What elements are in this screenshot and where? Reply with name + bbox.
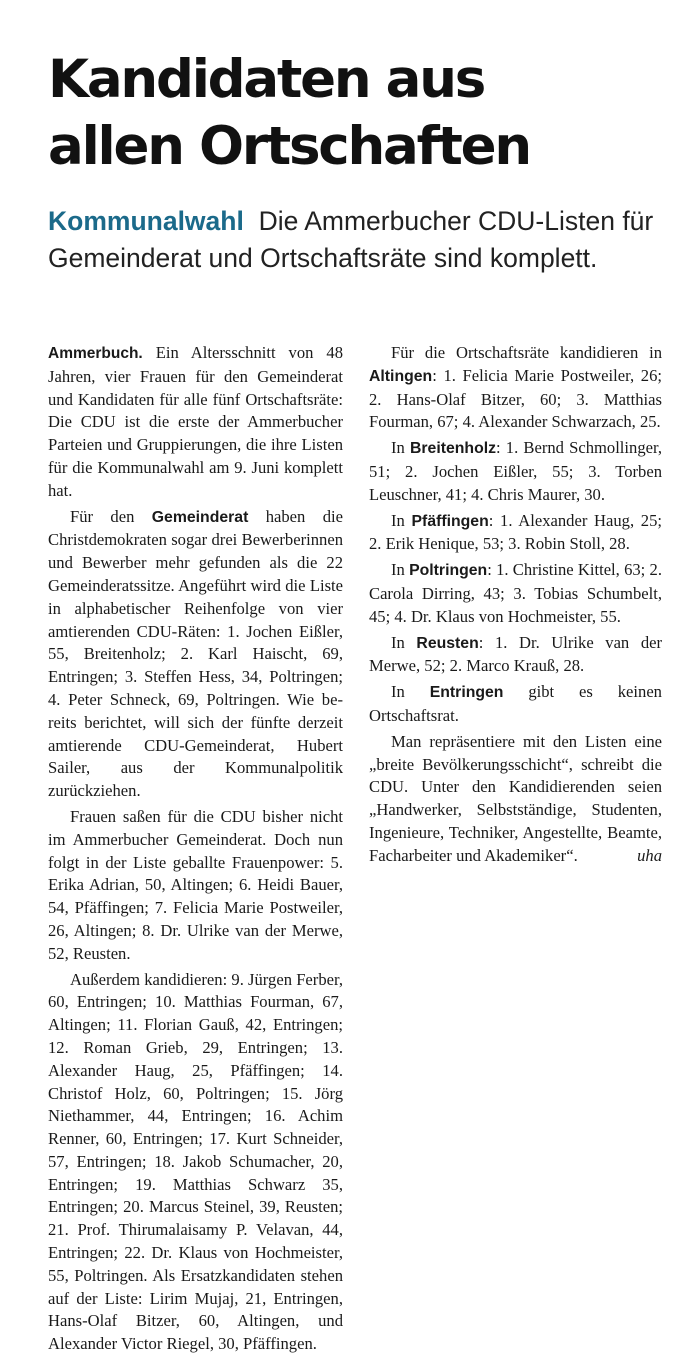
article-paragraph-11 <box>369 731 662 868</box>
keyword-breitenholz: Breitenholz <box>410 440 497 458</box>
article-column-left <box>48 342 343 1359</box>
article-paragraph-2 <box>48 506 343 803</box>
paragraph-8-text-b: : 1. Christine Kittel, 63; 2. Carola Dirring, 43; 3. Tobias Schumbelt, 45; 4. Dr. Klaus von Hochmeister, 55. <box>369 560 662 626</box>
article-paragraph-1 <box>48 342 343 503</box>
paragraph-1-text: Ein Altersschnitt von 48 Jahren, vier Frauen für den Gemeinderat und Kandidaten für alle fünf Ortschaftsräte: Die CDU ist die erste der Ammerbucher Parteien und Gruppierungen, die ihre Listen für die Kommunalwahl am 9. Juni komplett hat. <box>48 343 344 500</box>
author-initials: uha <box>637 845 662 865</box>
paragraph-2-text-a: Für den <box>70 506 135 526</box>
article-paragraph-9 <box>369 632 662 679</box>
article-paragraph-10 <box>369 681 662 728</box>
teaser-kicker: Kommunalwahl <box>48 206 244 236</box>
article-column-right <box>369 342 662 871</box>
paragraph-9-text-b: : 1. Dr. Ulrike van der Merwe, 52; 2. Marco Krauß, 28. <box>369 632 663 676</box>
paragraph-5-text-b: : 1. Felicia Marie Postweiler, 26; 2. Hans-Olaf Bitzer, 60; 3. Matthias Fourman, 67; 4. Alexander Schwarzach, 25. <box>369 365 662 432</box>
paragraph-11-text: Man repräsentiere mit den Listen eine „breite Bevölkerungsschicht“, schreibt die CDU. Unter den Kandidierenden seien „Handwerker, Selbstständige, Studenten, Ingenieure, Techniker, Angestellte, Beamte, Facharbeiter und Akademiker“. <box>369 731 662 865</box>
teaser-text: Die Ammerbucher CDU-Listen für Gemeinderat und Ortschaftsräte sind komplett. <box>48 206 654 273</box>
article-paragraph-8 <box>369 559 662 628</box>
keyword-reusten: Reusten <box>416 634 479 652</box>
headline-line-1: Kandidaten aus <box>48 49 485 110</box>
teaser <box>48 203 668 277</box>
article-paragraph-4: Außerdem kandidieren: 9. Jürgen Ferber, 60, Entringen; 10. Matthias Fourman, 67, Altingen; 11. Florian Gauß, 42, Entringen; 12. Roman Grieb, 29, Entringen; 13. Alexander Haug, 25, Pfäffingen; 14. Christof Holz, 60, Poltringen; 15. Jörg Niethammer, 44, Entringen; 16. Achim Renner, 60, Entringen; 17. Kurt Schneider, 57, Entringen; 18. Jakob Schumacher, 20, Entringen; 19. Matthias Schwarz 35, Entringen; 20. Marcus Steinel, 39, Reusten; 21. Prof. Thirumalaisamy P. Velavan, 44, Entringen; 22. Dr. Klaus von Hochmeister, 55, Poltringen. Als Ersatzkandidaten stehen auf der Liste: Lirim Mujaj, 21, Entringen, Hans-Olaf Bitzer, 60, Altingen, und Alexander Victor Riegel, 30, Pfäffingen. <box>48 969 343 1354</box>
article-paragraph-3: Frauen saßen für die CDU bisher nicht im Ammerbucher Gemeinderat. Doch nun folgt in der Liste geballte Frauenpower: 5. Erika Adrian, 50, Altingen; 6. Heidi Bauer, 54, Pfäffingen; 7. Felicia Marie Postweiler, 26, Altingen; 8. Dr. Ulrike van der Merwe, 52, Reusten. <box>48 806 343 963</box>
paragraph-10-text-b: gibt es keinen Ortschaftsrat. <box>369 682 662 725</box>
paragraph-5-text-a: Für die Ortschaftsräte kandidieren in <box>391 343 662 362</box>
headline <box>48 46 668 180</box>
dateline: Ammerbuch. <box>48 345 143 362</box>
keyword-poltringen: Poltringen <box>409 562 488 580</box>
keyword-pfaeffingen: Pfäffingen <box>411 512 489 530</box>
article-paragraph-5 <box>369 342 662 434</box>
paragraph-7-text-a: In <box>391 510 405 530</box>
paragraph-10-text-a: In <box>391 682 405 702</box>
paragraph-7-text-b: : 1. Alexander Haug, 25; 2. Erik Henique, 53; 3. Robin Stoll, 28. <box>369 510 662 554</box>
keyword-gemeinderat: Gemeinderat <box>151 508 249 526</box>
paragraph-8-text-a: In <box>391 560 405 580</box>
keyword-entringen: Entringen <box>429 684 504 702</box>
paragraph-2-text-b: haben die Christdemokraten sogar drei Bewerberinnen und Bewerber mehr gefunden als die 22 Gemeinderatssitze. Angeführt wird die Liste in alphabetischer Reihenfolge von vier amtierenden CDU-Räten: 1. Jochen Eißler, 55, Breitenholz; 2. Karl Haischt, 69, Entringen; 3. Steffen Hess, 34, Poltringen; 4. Peter Schneck, 69, Poltringen. Wie bereits berichtet, will sich der fünfte derzeit amtierende CDU-Gemeinderat, Hubert Sailer, aus der Kommunalpolitik zurückziehen. <box>48 506 343 801</box>
paragraph-9-text-a: In <box>391 632 405 652</box>
paragraph-6-text-a: In <box>391 438 405 458</box>
keyword-altingen: Altingen <box>369 367 433 385</box>
paragraph-6-text-b: : 1. Bernd Schmollinger, 51; 2. Jochen Eißler, 55; 3. Torben Leuschner, 41; 4. Chris Maurer, 30. <box>369 438 662 504</box>
headline-line-2: allen Ortschaften <box>48 116 530 177</box>
article-paragraph-6 <box>369 437 662 506</box>
article-paragraph-7 <box>369 510 662 557</box>
